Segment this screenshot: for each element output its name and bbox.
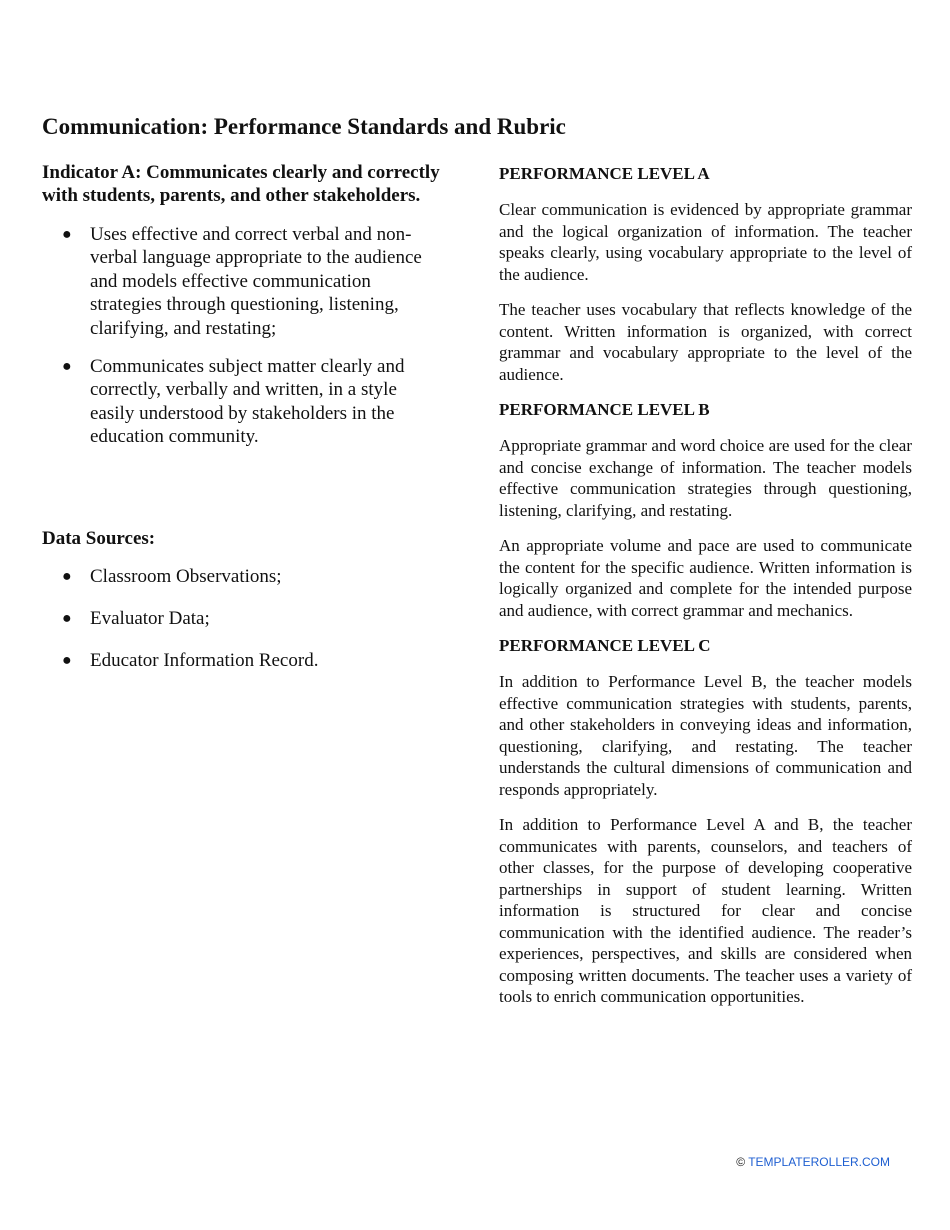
list-item — [62, 649, 440, 672]
list-item — [62, 607, 440, 630]
performance-levels-column — [499, 163, 912, 1022]
templateroller-link[interactable]: TEMPLATEROLLER.COM — [748, 1155, 890, 1169]
performance-level-paragraph: The teacher uses vocabulary that reflects knowledge of the content. Written information is organized, with correct grammar and vocabulary appropriate to the level of the audience. — [499, 300, 912, 384]
bullet-icon: ● — [62, 610, 72, 628]
performance-level-paragraph: Clear communication is evidenced by appropriate grammar and the logical organization of information. The teacher speaks clearly, using vocabulary appropriate to the level of the audience. — [499, 200, 912, 284]
performance-level-heading: PERFORMANCE LEVEL B — [499, 400, 710, 419]
data-sources-list — [42, 565, 440, 673]
bullet-icon: ● — [62, 226, 72, 243]
performance-level-a — [499, 163, 912, 385]
list-item — [62, 565, 440, 588]
list-item-text: Evaluator Data; — [90, 608, 210, 630]
list-item — [62, 223, 440, 340]
performance-level-paragraph: In addition to Performance Level B, the teacher models effective communication strategies with students, parents, and other stakeholders in conveying ideas and information, questioning, clarifying, and restating. The teacher understands the cultural dimensions of communication and responds appropriately. — [499, 672, 912, 799]
data-sources-heading: Data Sources: — [42, 527, 156, 549]
list-item — [62, 355, 440, 449]
list-item-text: Communicates subject matter clearly and correctly, verbally and written, in a style easily understood by stakeholders in the education community. — [90, 356, 405, 448]
performance-level-paragraph: Appropriate grammar and word choice are used for the clear and concise exchange of information. The teacher models effective communication strategies through questioning, listening, clarifying, and restating. — [499, 436, 912, 520]
performance-level-paragraph: In addition to Performance Level A and B, the teacher communicates with parents, counselors, and teachers of other classes, for the purpose of developing cooperative partnerships in support of student learning. Written information is structured for clear and concise communication with the identified audience. The reader’s experiences, perspectives, and skills are considered when composing written documents. The teacher uses a variety of tools to enrich communication opportunities. — [499, 815, 912, 1006]
performance-level-paragraph: An appropriate volume and pace are used to communicate the content for the specific audience. Written information is logically organized and complete for the intended purpose and audience, with correct grammar and mechanics. — [499, 536, 912, 620]
list-item-text: Educator Information Record. — [90, 650, 319, 672]
performance-level-heading: PERFORMANCE LEVEL A — [499, 164, 710, 183]
bullet-icon: ● — [62, 567, 72, 585]
copyright-symbol: © — [736, 1155, 746, 1169]
indicator-column — [42, 161, 440, 692]
performance-level-b — [499, 399, 912, 621]
bullet-icon: ● — [62, 652, 72, 670]
page-title: Communication: Performance Standards and Rubric — [42, 114, 566, 139]
footer-credit — [736, 1155, 890, 1169]
indicator-heading: Indicator A: Communicates clearly and correctly with students, parents, and other stakeholders. — [42, 162, 440, 206]
list-item-text: Uses effective and correct verbal and non-verbal language appropriate to the audience and models effective communication strategies through questioning, listening, clarifying, and restating; — [90, 224, 422, 339]
indicator-list — [42, 223, 440, 449]
performance-level-heading: PERFORMANCE LEVEL C — [499, 636, 711, 655]
bullet-icon: ● — [62, 358, 72, 376]
performance-level-c — [499, 635, 912, 1008]
list-item-text: Classroom Observations; — [90, 565, 282, 587]
